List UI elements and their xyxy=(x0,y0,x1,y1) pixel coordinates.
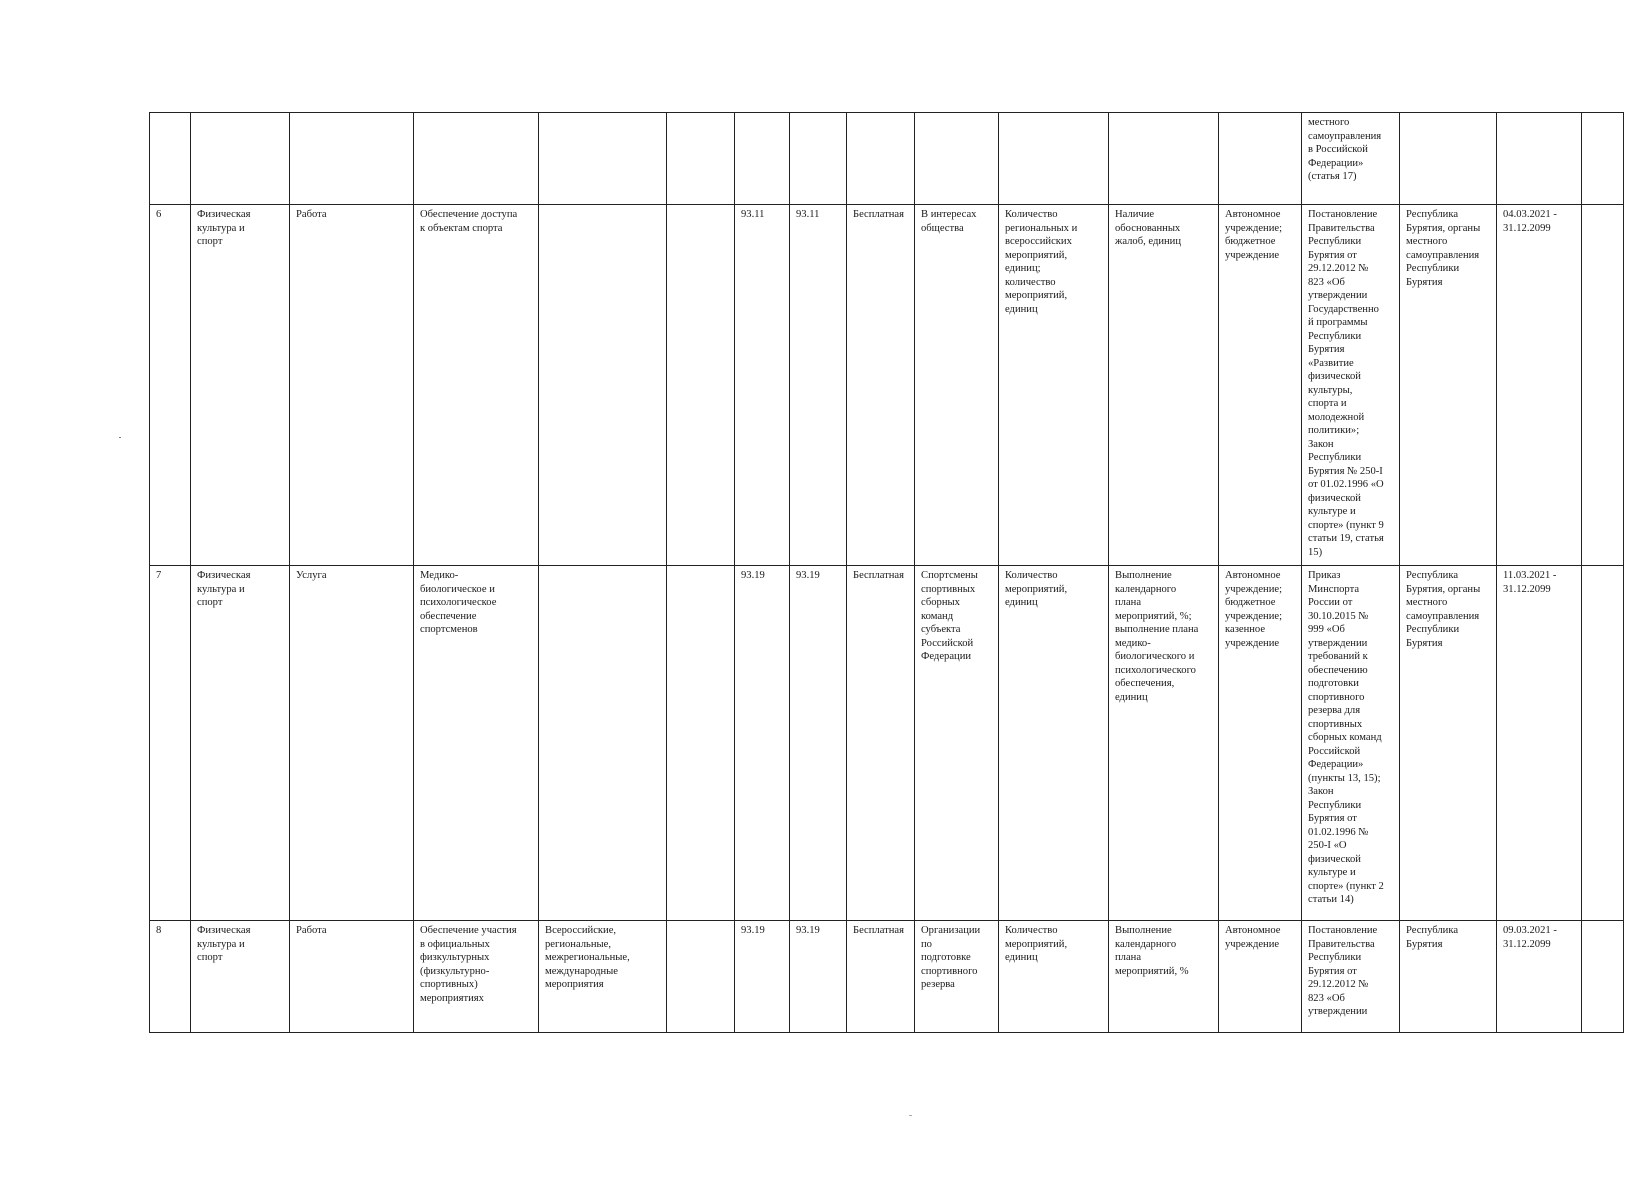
type-cell: Работа xyxy=(290,205,414,566)
extra-cell xyxy=(1582,921,1624,1033)
quality-indicators-cell: Наличие обоснованных жалоб, единиц xyxy=(1109,205,1219,566)
legal-basis-cell: Приказ Минспорта России от 30.10.2015 № 999 «Об утверждении требований к обеспечению подготовки спортивного резерва для спортивных сборных команд Российской Федерации» (пункты 13, 15); Закон Республики Бурятия от 01.02.1996 № 250-I «О физической культуре и спорте» (пункт 2 статьи 14) xyxy=(1302,566,1400,921)
row-number-cell: 8 xyxy=(150,921,191,1033)
payment-cell xyxy=(847,113,915,205)
authority-cell: Республика Бурятия xyxy=(1400,921,1497,1033)
content-cell xyxy=(539,205,667,566)
row-number-cell xyxy=(150,113,191,205)
service-name-cell: Медико- биологическое и психологическое обеспечение спортсменов xyxy=(414,566,539,921)
institution-type-cell: Автономное учреждение xyxy=(1219,921,1302,1033)
volume-indicators-cell: Количество региональных и всероссийских мероприятий, единиц; количество мероприятий, единиц xyxy=(999,205,1109,566)
institution-type-cell xyxy=(1219,113,1302,205)
service-name-cell xyxy=(414,113,539,205)
extra-cell xyxy=(1582,566,1624,921)
row-number-cell: 7 xyxy=(150,566,191,921)
type-cell xyxy=(290,113,414,205)
extra-cell xyxy=(1582,113,1624,205)
table-row xyxy=(150,921,1624,1033)
scan-speck xyxy=(119,437,121,438)
table-row xyxy=(150,113,1624,205)
volume-indicators-cell: Количество мероприятий, единиц xyxy=(999,566,1109,921)
table-row xyxy=(150,566,1624,921)
consumers-cell xyxy=(915,113,999,205)
condition-cell xyxy=(667,921,735,1033)
period-cell xyxy=(1497,113,1582,205)
row-number-cell: 6 xyxy=(150,205,191,566)
table-row xyxy=(150,205,1624,566)
condition-cell xyxy=(667,113,735,205)
institution-type-cell: Автономное учреждение; бюджетное учреждение xyxy=(1219,205,1302,566)
okved-code-2-cell: 93.11 xyxy=(790,205,847,566)
consumers-cell: Организации по подготовке спортивного резерва xyxy=(915,921,999,1033)
okved-code-cell: 93.11 xyxy=(735,205,790,566)
content-cell xyxy=(539,566,667,921)
authority-cell xyxy=(1400,113,1497,205)
legal-basis-cell: местного самоуправления в Российской Федерации» (статья 17) xyxy=(1302,113,1400,205)
okved-code-cell: 93.19 xyxy=(735,566,790,921)
legal-basis-cell: Постановление Правительства Республики Бурятия от 29.12.2012 № 823 «Об утверждении xyxy=(1302,921,1400,1033)
content-cell xyxy=(539,113,667,205)
registry-table xyxy=(149,112,1624,1033)
okved-code-2-cell: 93.19 xyxy=(790,566,847,921)
legal-basis-cell: Постановление Правительства Республики Бурятия от 29.12.2012 № 823 «Об утверждении Государственно й программы Республики Бурятия «Развитие физической культуры, спорта и молодежной политики»; Закон Республики Бурятия № 250-I от 01.02.1996 «О физической культуре и спорте» (пункт 9 статьи 19, статья 15) xyxy=(1302,205,1400,566)
activity-area-cell xyxy=(191,113,290,205)
service-name-cell: Обеспечение доступа к объектам спорта xyxy=(414,205,539,566)
scan-speck xyxy=(909,1115,912,1116)
condition-cell xyxy=(667,205,735,566)
payment-cell: Бесплатная xyxy=(847,921,915,1033)
period-cell: 04.03.2021 - 31.12.2099 xyxy=(1497,205,1582,566)
period-cell: 11.03.2021 - 31.12.2099 xyxy=(1497,566,1582,921)
payment-cell: Бесплатная xyxy=(847,205,915,566)
okved-code-cell xyxy=(735,113,790,205)
institution-type-cell: Автономное учреждение; бюджетное учреждение; казенное учреждение xyxy=(1219,566,1302,921)
consumers-cell: Спортсмены спортивных сборных команд субъекта Российской Федерации xyxy=(915,566,999,921)
authority-cell: Республика Бурятия, органы местного самоуправления Республики Бурятия xyxy=(1400,566,1497,921)
okved-code-cell: 93.19 xyxy=(735,921,790,1033)
activity-area-cell: Физическая культура и спорт xyxy=(191,566,290,921)
extra-cell xyxy=(1582,205,1624,566)
quality-indicators-cell xyxy=(1109,113,1219,205)
consumers-cell: В интересах общества xyxy=(915,205,999,566)
volume-indicators-cell: Количество мероприятий, единиц xyxy=(999,921,1109,1033)
volume-indicators-cell xyxy=(999,113,1109,205)
quality-indicators-cell: Выполнение календарного плана мероприятий, %; выполнение плана медико- биологического и психологического обеспечения, единиц xyxy=(1109,566,1219,921)
quality-indicators-cell: Выполнение календарного плана мероприятий, % xyxy=(1109,921,1219,1033)
authority-cell: Республика Бурятия, органы местного самоуправления Республики Бурятия xyxy=(1400,205,1497,566)
okved-code-2-cell: 93.19 xyxy=(790,921,847,1033)
content-cell: Всероссийские, региональные, межрегиональные, международные мероприятия xyxy=(539,921,667,1033)
type-cell: Услуга xyxy=(290,566,414,921)
activity-area-cell: Физическая культура и спорт xyxy=(191,921,290,1033)
condition-cell xyxy=(667,566,735,921)
period-cell: 09.03.2021 - 31.12.2099 xyxy=(1497,921,1582,1033)
payment-cell: Бесплатная xyxy=(847,566,915,921)
okved-code-2-cell xyxy=(790,113,847,205)
activity-area-cell: Физическая культура и спорт xyxy=(191,205,290,566)
service-name-cell: Обеспечение участия в официальных физкультурных (физкультурно- спортивных) мероприятиях xyxy=(414,921,539,1033)
type-cell: Работа xyxy=(290,921,414,1033)
